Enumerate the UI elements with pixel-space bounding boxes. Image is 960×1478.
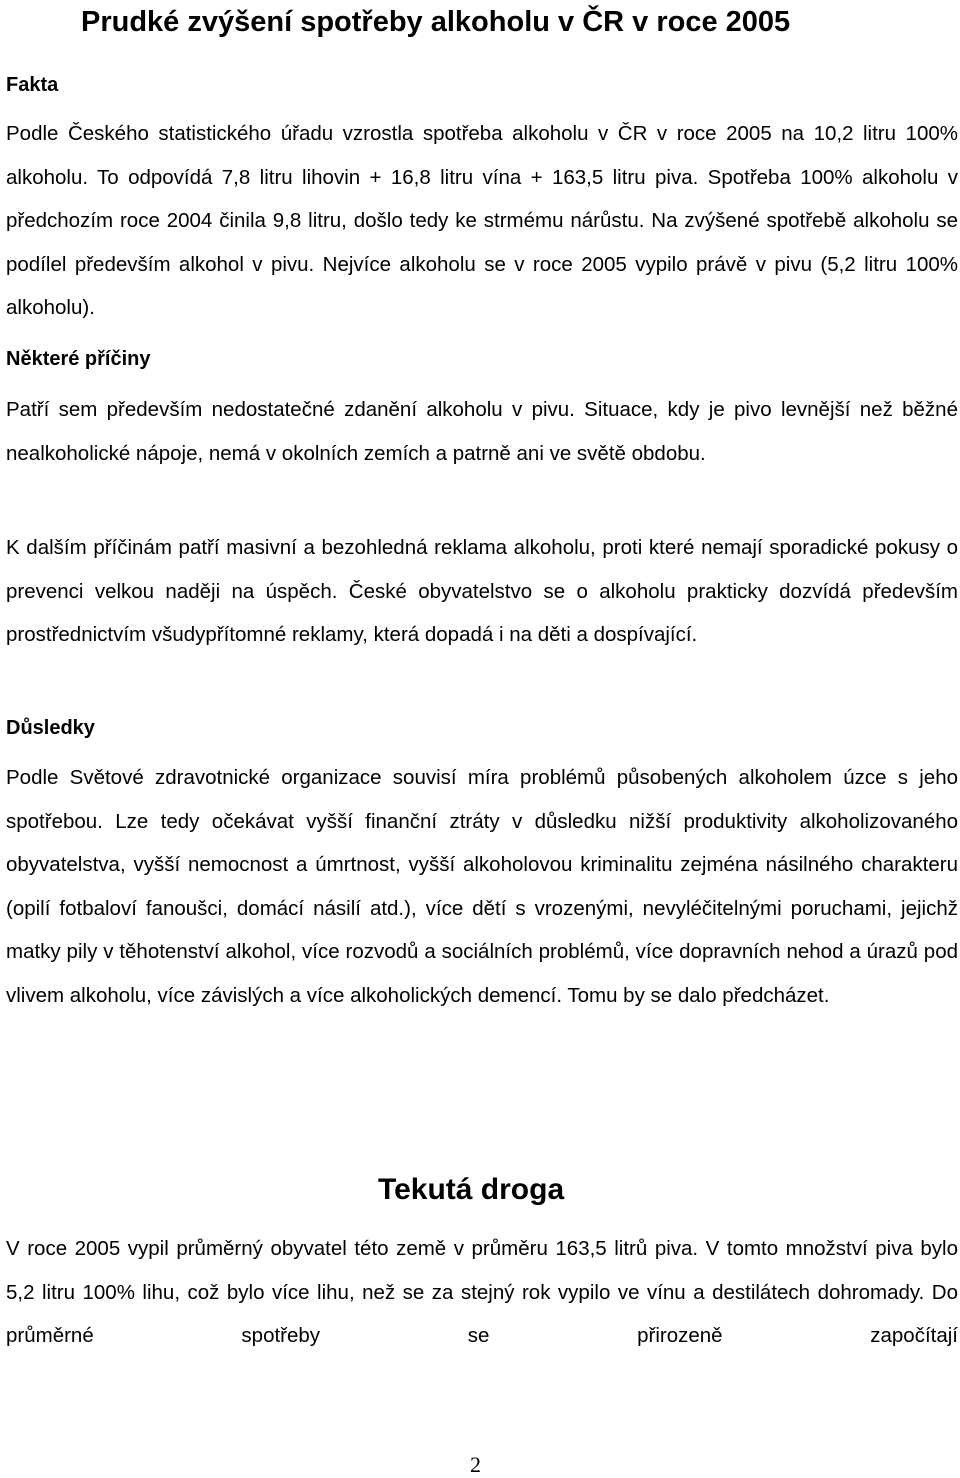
paragraph-priciny-2: K dalším příčinám patří masivní a bezohledná reklama alkoholu, proti které nemají sporadické pokusy o prevenci velkou naději na úspěch. České obyvatelstvo se o alkoholu prakticky dozvídá především prostřednictvím všudypřítomné reklamy, která dopadá i na děti a dospívající.	[6, 536, 958, 647]
paragraph-dusledky: Podle Světové zdravotnické organizace souvisí míra problémů působených alkoholem úzce s jeho spotřebou. Lze tedy očekávat vyšší finanční ztráty v důsledku nižší produktivity alkoholizovaného obyvatelstva, vyšší nemocnost a úmrtnost, vyšší alkoholovou kriminalitu zejména násilného charakteru (opilí fotbaloví fanoušci, domácí násilí atd.), více dětí s vrozenými, nevyléčitelnými poruchami, jejichž matky pily v těhotenství alkohol, více rozvodů a sociálních problémů, více dopravních nehod a úrazů pod vlivem alkoholu, více závislých a více alkoholických demencí. Tomu by se dalo předcházet.	[6, 766, 958, 1007]
heading-priciny: Některé příčiny	[6, 348, 151, 370]
paragraph-priciny-1: Patří sem především nedostatečné zdanění alkoholu v pivu. Situace, kdy je pivo levnější než běžné nealkoholické nápoje, nemá v okolních zemích a patrně ani ve světě obdobu.	[6, 398, 958, 465]
paragraph-tekuta-droga: V roce 2005 vypil průměrný obyvatel této země v průměru 163,5 litrů piva. V tomto množství piva bylo 5,2 litru 100% lihu, což bylo více lihu, než se za stejný rok vypilo ve vínu a destilátech dohromady. Do průměrné spotřeby se přirozeně započítají	[6, 1237, 958, 1348]
section-title-tekuta-droga: Tekutá droga	[378, 1173, 565, 1206]
page-number: 2	[470, 1452, 481, 1477]
paragraph-fakta: Podle Českého statistického úřadu vzrostla spotřeba alkoholu v ČR v roce 2005 na 10,2 litru 100% alkoholu. To odpovídá 7,8 litru lihovin + 16,8 litru vína + 163,5 litru piva. Spotřeba 100% alkoholu v předchozím roce 2004 činila 9,8 litru, došlo tedy ke strmému nárůstu. Na zvýšené spotřebě alkoholu se podílel především alkohol v pivu. Nejvíce alkoholu se v roce 2005 vypilo právě v pivu (5,2 litru 100% alkoholu).	[6, 122, 958, 320]
heading-dusledky: Důsledky	[6, 717, 95, 739]
page-title: Prudké zvýšení spotřeby alkoholu v ČR v roce 2005	[81, 6, 791, 38]
heading-fakta: Fakta	[6, 74, 59, 96]
